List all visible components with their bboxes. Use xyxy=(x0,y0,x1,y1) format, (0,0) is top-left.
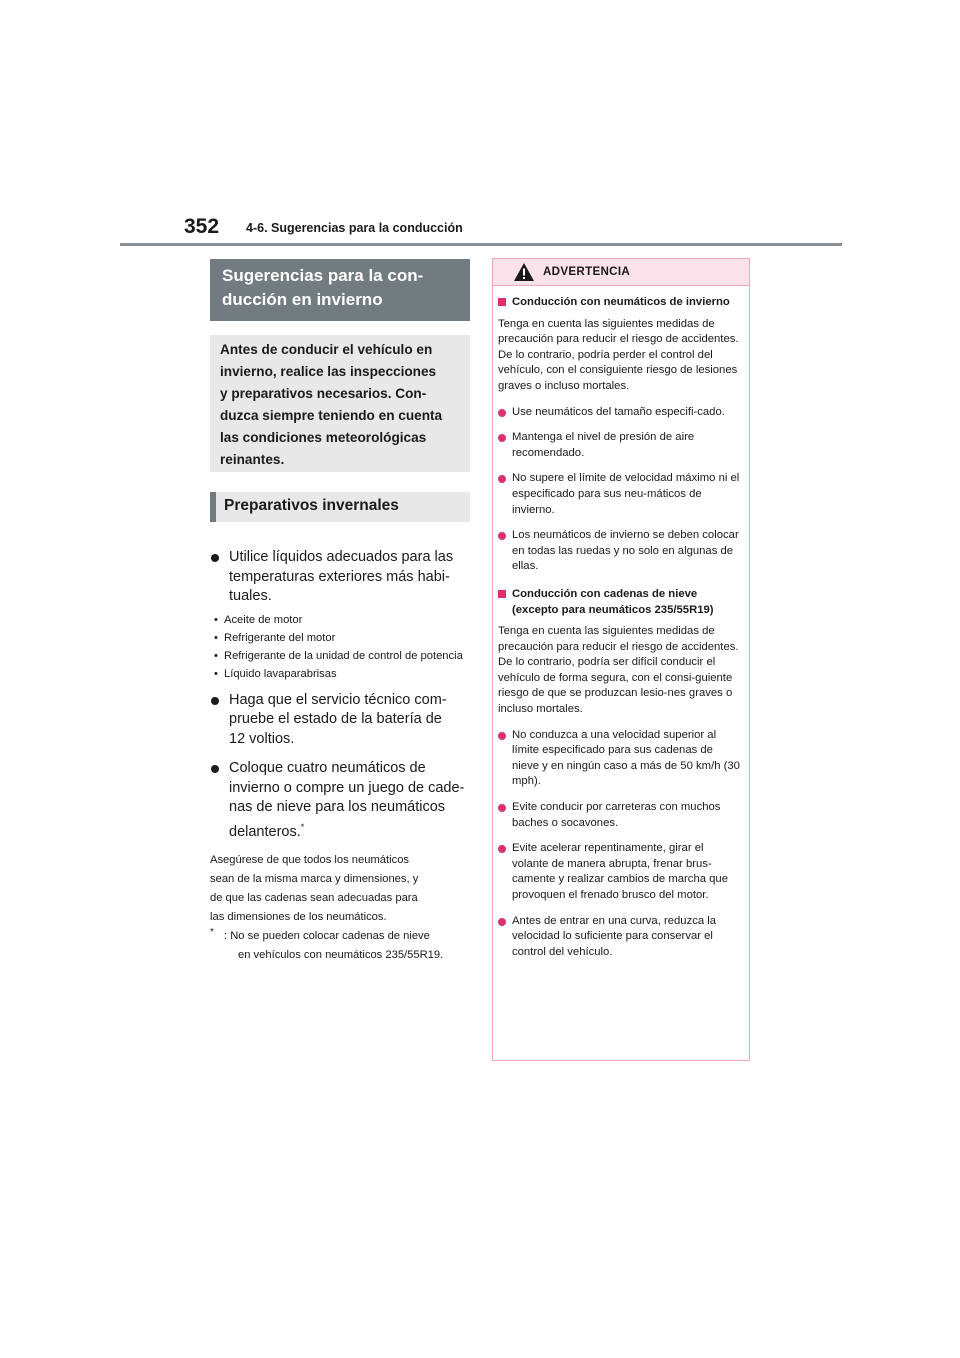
circle-bullet-icon xyxy=(498,532,506,540)
note-line: Asegúrese de que todos los neumáticos xyxy=(210,853,410,866)
subsection-heading: Preparativos invernales xyxy=(210,492,470,522)
footnote-line: en vehículos con neumáticos 235/55R19. xyxy=(238,948,444,961)
warning-text: Tenga en cuenta las siguientes medidas de precaución para reducir el riesgo de accidentes. xyxy=(498,317,739,346)
circle-bullet-icon xyxy=(498,804,506,812)
footnote-line: : No se pueden colocar cadenas de nieve xyxy=(224,929,430,942)
warning-section-heading: Conducción con neumáticos de invierno xyxy=(498,295,741,311)
circle-bullet-icon xyxy=(498,475,506,483)
warning-item: Evite conducir por carreteras con muchos baches o socavones. xyxy=(498,800,741,831)
warning-item: No conduzca a una velocidad superior al límite especificado para sus cadenas de nieve y en ningún caso a más de 50 km/h (30 mph). xyxy=(498,728,741,790)
intro-line: las condiciones meteorológicas xyxy=(220,430,427,445)
topic-heading-line: ducción en invierno xyxy=(222,290,383,309)
warning-box xyxy=(492,258,750,1061)
warning-section-heading: Conducción con cadenas de nieve (excepto para neumáticos 235/55R19) xyxy=(498,587,741,618)
square-bullet-icon xyxy=(498,298,506,306)
page-number: 352 xyxy=(184,215,220,238)
bullet-dot-icon xyxy=(211,554,219,562)
topic-heading-line: Sugerencias para la con- xyxy=(222,266,424,285)
warning-item: Los neumáticos de invierno se deben colocar en todas las ruedas y no solo en algunas de ellas. xyxy=(498,528,741,575)
warning-item: Use neumáticos del tamaño especifi-cado. xyxy=(498,405,741,421)
bullet-line: Haga que el servicio técnico com- xyxy=(229,691,447,708)
topic-heading xyxy=(210,259,470,321)
intro-line: Antes de conducir el vehículo en xyxy=(220,342,433,357)
warning-item: Antes de entrar en una curva, reduzca la velocidad lo suficiente para conservar el control del vehículo. xyxy=(498,914,741,961)
list-item: • Aceite de motor xyxy=(214,613,303,626)
warning-text: De lo contrario, podría ser difícil conducir el vehículo de forma segura, con el consi-guiente riesgo de que se produzcan lesio-nes graves o incluso mortales. xyxy=(498,656,733,716)
note-line: de que las cadenas sean adecuadas para xyxy=(210,891,418,904)
intro-line: duzca siempre teniendo en cuenta xyxy=(220,408,443,423)
bullet-line: pruebe el estado de la batería de xyxy=(229,711,442,727)
warning-item: Evite acelerar repentinamente, girar el volante de manera abrupta, frenar brus-camente y realizar cambios de marcha que provoquen el frenado brusco del motor. xyxy=(498,841,741,903)
list-item: • Líquido lavaparabrisas xyxy=(214,667,337,680)
circle-bullet-icon xyxy=(498,732,506,740)
bullet-line: tuales. xyxy=(229,588,272,604)
header-rule xyxy=(120,243,842,246)
circle-bullet-icon xyxy=(498,918,506,926)
left-column xyxy=(210,259,470,965)
warning-item: Mantenga el nivel de presión de aire recomendado. xyxy=(498,430,741,461)
bullet-line: invierno o compre un juego de cade- xyxy=(229,779,465,796)
bullet-tires xyxy=(210,759,470,842)
bullet-fluids xyxy=(210,548,470,607)
bullet-battery xyxy=(210,691,470,750)
warning-body xyxy=(493,286,749,960)
footnote xyxy=(210,927,470,965)
warning-header xyxy=(493,259,749,286)
footnote-marker: * xyxy=(300,821,305,832)
fluid-list xyxy=(210,614,470,681)
intro-line: y preparativos necesarios. Con- xyxy=(220,386,427,401)
footnote-marker: * xyxy=(210,926,214,938)
note-line: las dimensiones de los neumáticos. xyxy=(210,910,387,923)
intro-line: invierno, realice las inspecciones xyxy=(220,364,437,379)
warning-title: ADVERTENCIA xyxy=(543,265,631,278)
section-title: 4-6. Sugerencias para la conducción xyxy=(246,221,463,235)
warning-item: No supere el límite de velocidad máximo ni el especificado para sus neu-máticos de invierno. xyxy=(498,471,741,518)
circle-bullet-icon xyxy=(498,845,506,853)
intro-line: reinantes. xyxy=(220,452,285,467)
circle-bullet-icon xyxy=(498,409,506,417)
bullet-line: 12 voltios. xyxy=(229,730,295,747)
bullet-dot-icon xyxy=(211,765,219,773)
list-item: • Refrigerante del motor xyxy=(214,631,336,644)
intro-box xyxy=(210,335,470,472)
bullet-line: delanteros.* xyxy=(229,821,305,840)
bullet-dot-icon xyxy=(211,697,219,705)
warning-text: Tenga en cuenta las siguientes medidas de precaución para reducir el riesgo de accidentes. xyxy=(498,625,739,653)
warning-text: De lo contrario, podría perder el control del vehículo, con el consiguiente riesgo de lesiones graves o incluso mortales. xyxy=(498,348,738,392)
bullet-line: temperaturas exteriores más habi- xyxy=(229,568,450,585)
bullet-line: Coloque cuatro neumáticos de xyxy=(229,760,426,776)
square-bullet-icon xyxy=(498,590,506,598)
bullet-line: Utilice líquidos adecuados para las xyxy=(229,549,454,565)
bullet-line: nas de nieve para los neumáticos xyxy=(229,799,446,815)
note-line: sean de la misma marca y dimensiones, y xyxy=(210,872,419,885)
list-item: • Refrigerante de la unidad de control de potencia xyxy=(214,649,463,662)
tire-note xyxy=(210,851,470,927)
warning-triangle-icon xyxy=(513,262,535,282)
circle-bullet-icon xyxy=(498,434,506,442)
